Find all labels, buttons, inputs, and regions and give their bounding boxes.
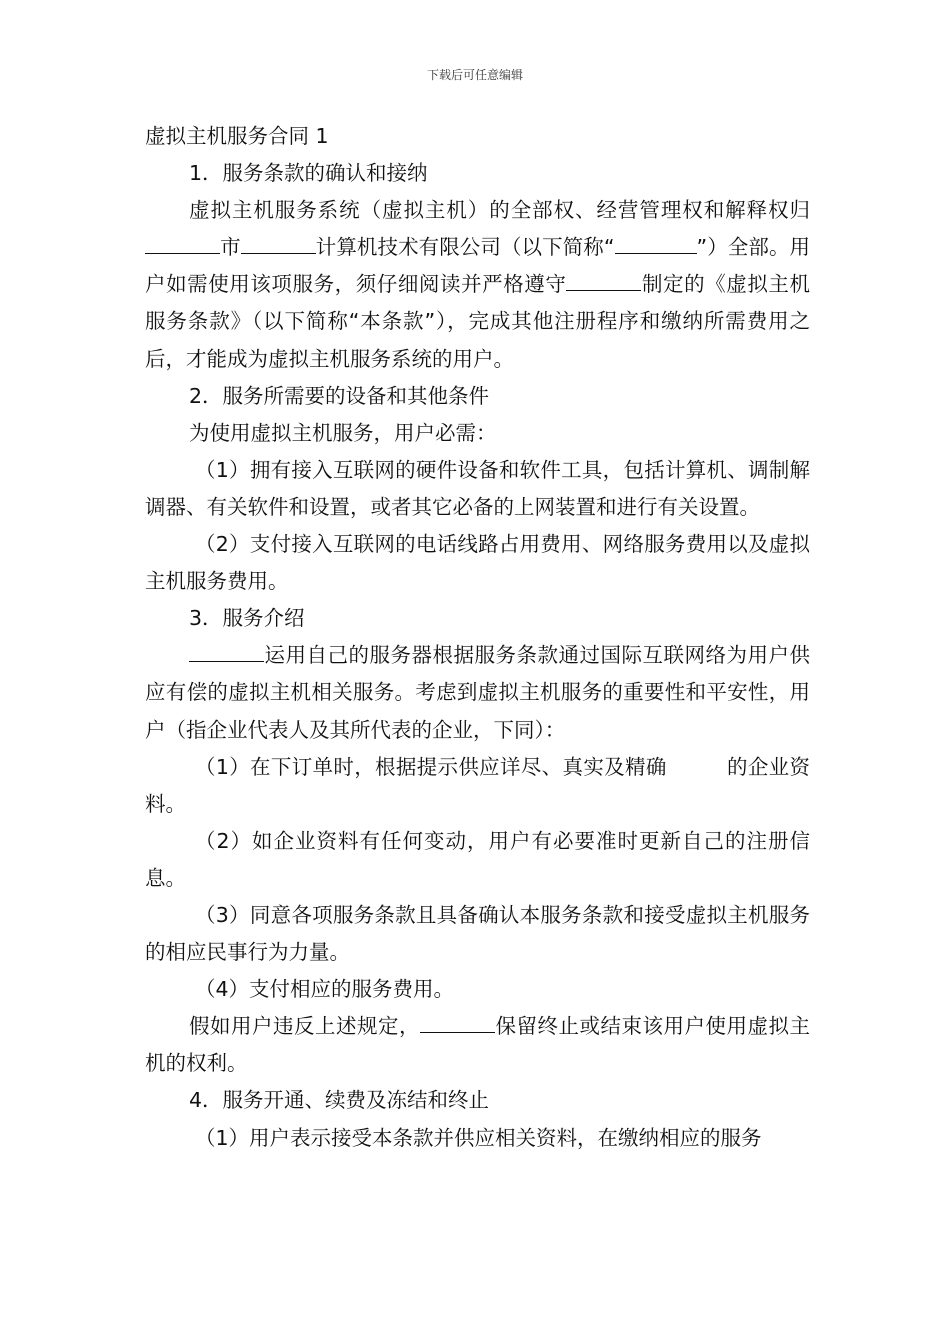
blank-line — [615, 235, 685, 254]
section-3-item-3: （3）同意各项服务条款且具备确认本服务条款和接受虚拟主机服务的相应民事行为力量。 — [145, 902, 810, 965]
section-3-item-1 — [145, 749, 810, 823]
section-3-heading: 3．服务介绍 — [189, 606, 305, 631]
section-1-paragraph — [145, 192, 810, 377]
text-run: 运用自己的服务器根据服务条款通过国际互联网络为用户供应有偿的虚拟主机相关服务。考虑到虚拟主机服务的重要性和平安性，用户（指企业代表人及其所代表的企业，下同）： — [145, 643, 810, 742]
section-4-heading: 4．服务开通、续费及冻结和终止 — [189, 1088, 490, 1113]
text-run: （1）在下订单时，根据提示供应详尽、真实及精确 — [195, 754, 667, 779]
page-header-note: 下载后可任意编辑 — [426, 68, 523, 82]
text-run: 虚拟主机服务系统（虚拟主机）的全部权、经营管理权和解释权归 — [189, 198, 810, 223]
text-run: 计算机技术有限公司（以下简称“ — [315, 235, 615, 260]
section-3-item-2: （2）如企业资料有任何变动，用户有必要准时更新自己的注册信息。 — [145, 828, 810, 890]
text-run: 假如用户违反上述规定， — [189, 1014, 420, 1039]
section-3-item-4: （4）支付相应的服务费用。 — [195, 977, 455, 1002]
section-3-closing — [145, 1008, 810, 1082]
section-2-intro: 为使用虚拟主机服务，用户必需： — [189, 420, 497, 445]
blank-line — [685, 235, 697, 254]
blank-line — [145, 235, 220, 254]
blank-line — [420, 1014, 495, 1033]
section-4-item-1: （1）用户表示接受本条款并供应相关资料，在缴纳相应的服务 — [195, 1125, 762, 1150]
text-run: 保留终止或结束该用户使用虚拟主机的权利。 — [145, 1014, 810, 1076]
blank-line — [241, 235, 316, 254]
section-2-item-2: （2）支付接入互联网的电话线路占用费用、网络服务费用以及虚拟主机服务费用。 — [145, 532, 810, 594]
section-1-heading: 1．服务条款的确认和接纳 — [189, 161, 428, 186]
text-run: 市 — [220, 235, 241, 260]
text-run: 的企业资料。 — [145, 754, 810, 816]
blank-line — [189, 643, 264, 662]
document-title: 虚拟主机服务合同 1 — [145, 124, 329, 148]
section-3-paragraph — [145, 637, 810, 748]
section-2-heading: 2．服务所需要的设备和其他条件 — [189, 383, 490, 408]
section-2-item-1: （1）拥有接入互联网的硬件设备和软件工具，包括计算机、调制解调器、有关软件和设置，或者其它必备的上网装置和进行有关设置。 — [145, 457, 810, 519]
blank-line — [566, 272, 641, 291]
text-run: ”）全部。用户如需使用该项服务，须仔细阅读并严格遵守 — [145, 235, 811, 297]
text-run: 制定的《虚拟主机服务条款》（以下简称“本条款”），完成其他注册程序和缴纳所需费用之后，才能成为虚拟主机服务系统的用户。 — [145, 272, 811, 371]
contract-body — [145, 118, 810, 1157]
